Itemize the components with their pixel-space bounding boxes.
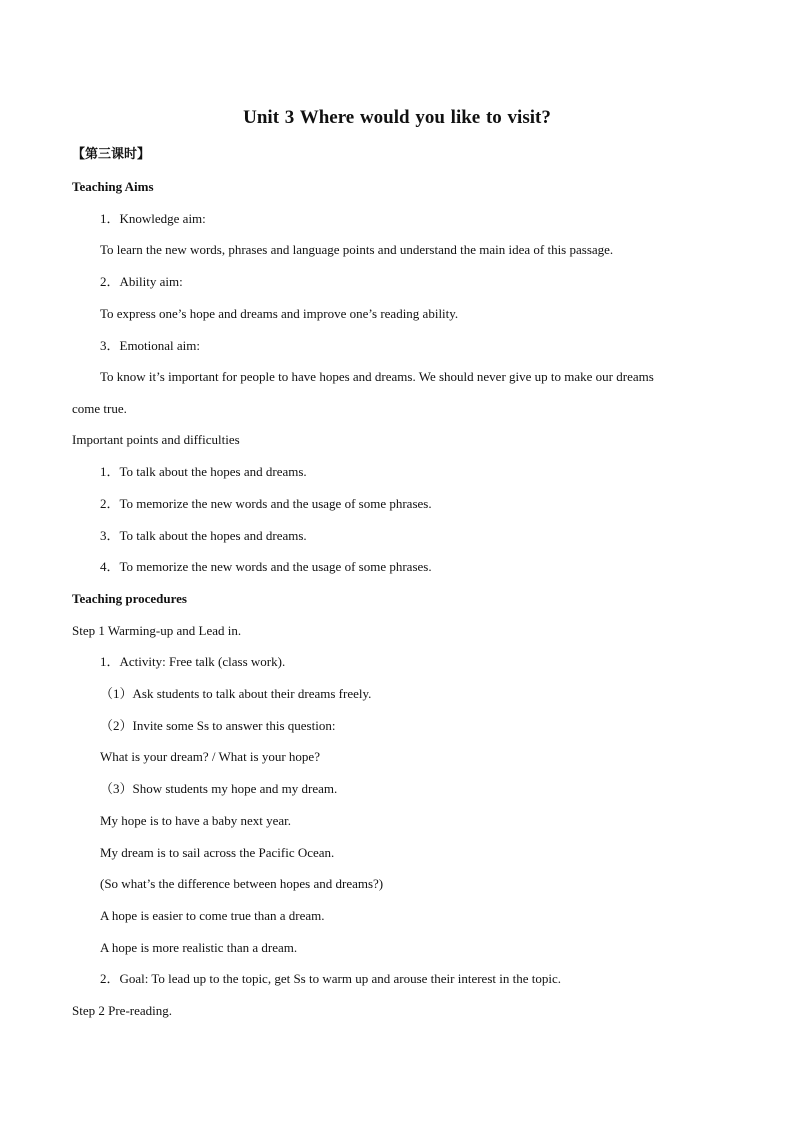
step-heading: Step 1 Warming-up and Lead in. bbox=[72, 623, 242, 638]
important-points-heading: Important points and difficulties bbox=[72, 432, 240, 447]
aim-label: 2．Ability aim: bbox=[100, 274, 183, 289]
procedure-item: 2．Goal: To lead up to the topic, get Ss to warm up and arouse their interest in the topic. bbox=[100, 971, 561, 986]
procedure-subitem: （1）Ask students to talk about their dreams freely. bbox=[100, 686, 372, 701]
procedure-subitem: （3）Show students my hope and my dream. bbox=[100, 781, 338, 796]
aim-label: 1．Knowledge aim: bbox=[100, 211, 206, 226]
list-item: 2．To memorize the new words and the usage of some phrases. bbox=[100, 496, 432, 511]
procedure-subitem: （2）Invite some Ss to answer this question: bbox=[100, 718, 336, 733]
procedure-text: My dream is to sail across the Pacific Ocean. bbox=[100, 845, 335, 860]
step-heading: Step 2 Pre-reading. bbox=[72, 1003, 173, 1018]
aim-text: To express one’s hope and dreams and improve one’s reading ability. bbox=[100, 306, 459, 321]
teaching-procedures-heading: Teaching procedures bbox=[72, 591, 187, 606]
procedure-item: 1．Activity: Free talk (class work). bbox=[100, 654, 286, 669]
aim-text: To learn the new words, phrases and language points and understand the main idea of this passage. bbox=[100, 242, 614, 257]
aim-text-continued: come true. bbox=[72, 401, 127, 416]
document-title: Unit 3 Where would you like to visit? bbox=[243, 107, 551, 128]
procedure-text: My hope is to have a baby next year. bbox=[100, 813, 291, 828]
list-item: 4．To memorize the new words and the usage of some phrases. bbox=[100, 559, 432, 574]
list-item: 3．To talk about the hopes and dreams. bbox=[100, 528, 307, 543]
aim-label: 3．Emotional aim: bbox=[100, 338, 201, 353]
lesson-tag: 【第三课时】 bbox=[72, 147, 151, 162]
procedure-text: What is your dream? / What is your hope? bbox=[100, 749, 320, 764]
list-item: 1．To talk about the hopes and dreams. bbox=[100, 464, 307, 479]
aim-text: To know it’s important for people to have hopes and dreams. We should never give up to make our dreams bbox=[100, 369, 654, 384]
procedure-text: A hope is easier to come true than a dream. bbox=[100, 908, 325, 923]
teaching-aims-heading: Teaching Aims bbox=[72, 179, 154, 194]
procedure-text: A hope is more realistic than a dream. bbox=[100, 940, 298, 955]
procedure-text: (So what’s the difference between hopes and dreams?) bbox=[100, 876, 384, 891]
